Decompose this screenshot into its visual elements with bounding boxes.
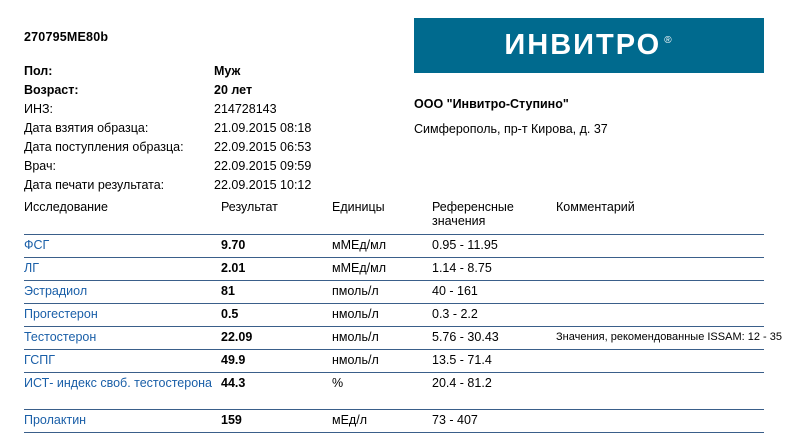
- column-header-reference: [432, 200, 552, 228]
- document-id: 270795ME80b: [24, 30, 109, 44]
- organization-name: ООО "Инвитро-Ступино": [414, 97, 569, 111]
- table-row: [24, 410, 764, 433]
- test-comment: Значения, рекомендованные ISSAM: 12 - 35: [556, 331, 782, 343]
- test-reference: 5.76 - 30.43: [432, 330, 499, 344]
- test-name: ИСТ- индекс своб. тестостерона: [24, 376, 213, 390]
- table-row: [24, 373, 764, 410]
- test-result: 9.70: [221, 238, 246, 252]
- test-name: Пролактин: [24, 413, 87, 427]
- info-row-gender: [24, 62, 404, 80]
- test-result: 81: [221, 284, 235, 298]
- column-header-result: Результат: [221, 200, 278, 214]
- info-row-sample-date: [24, 119, 404, 137]
- table-row: [24, 235, 764, 258]
- logo-label: ИНВИТРО: [504, 29, 662, 61]
- organization-address: Симферополь, пр-т Кирова, д. 37: [414, 122, 608, 136]
- test-units: мМЕд/мл: [332, 261, 386, 275]
- info-value: Муж: [214, 64, 241, 78]
- table-row: [24, 258, 764, 281]
- info-label: Дата печати результата:: [24, 178, 165, 192]
- test-result: 44.3: [221, 376, 246, 390]
- test-name: Прогестерон: [24, 307, 98, 321]
- test-name: ЛГ: [24, 261, 39, 275]
- test-reference: 40 - 161: [432, 284, 478, 298]
- test-reference: 73 - 407: [432, 413, 478, 427]
- test-units: мМЕд/мл: [332, 238, 386, 252]
- test-units: нмоль/л: [332, 330, 379, 344]
- table-row: [24, 304, 764, 327]
- test-units: %: [332, 376, 344, 390]
- test-name: Эстрадиол: [24, 284, 88, 298]
- info-row-age: [24, 81, 404, 99]
- info-row-received-date: [24, 138, 404, 156]
- test-result: 159: [221, 413, 242, 427]
- column-header-test: Исследование: [24, 200, 108, 214]
- info-value: 21.09.2015 08:18: [214, 121, 312, 135]
- column-header-reference-line1: Референсные: [432, 200, 514, 214]
- table-row: [24, 327, 782, 350]
- info-label: Пол:: [24, 64, 53, 78]
- test-units: мЕд/л: [332, 413, 367, 427]
- test-result: 49.9: [221, 353, 246, 367]
- test-name: ФСГ: [24, 238, 50, 252]
- test-result: 0.5: [221, 307, 239, 321]
- test-units: пмоль/л: [332, 284, 379, 298]
- test-name: ГСПГ: [24, 353, 55, 367]
- test-reference: 0.95 - 11.95: [432, 238, 498, 252]
- info-label: Врач:: [24, 159, 56, 173]
- test-reference: 20.4 - 81.2: [432, 376, 492, 390]
- test-result: 22.09: [221, 330, 253, 344]
- table-header-row: [24, 200, 764, 235]
- info-label: Дата взятия образца:: [24, 121, 149, 135]
- info-value: 20 лет: [214, 83, 253, 97]
- column-header-reference-line2: значения: [432, 214, 486, 228]
- info-row-print-date: [24, 176, 404, 194]
- table-row: [24, 350, 764, 373]
- info-value: 22.09.2015 10:12: [214, 178, 312, 192]
- test-units: нмоль/л: [332, 353, 379, 367]
- column-header-comment: Комментарий: [556, 200, 635, 214]
- info-label: Возраст:: [24, 83, 79, 97]
- info-row-inz: [24, 100, 404, 118]
- info-value: 214728143: [214, 102, 277, 116]
- registered-trademark-icon: ®: [664, 35, 674, 47]
- table-row: [24, 281, 764, 304]
- test-result: 2.01: [221, 261, 246, 275]
- info-value: 22.09.2015 06:53: [214, 140, 312, 154]
- info-value: 22.09.2015 09:59: [214, 159, 312, 173]
- info-label: ИНЗ:: [24, 102, 54, 116]
- test-units: нмоль/л: [332, 307, 379, 321]
- patient-info-block: [24, 62, 404, 195]
- test-reference: 0.3 - 2.2: [432, 307, 478, 321]
- test-name: Тестостерон: [24, 330, 97, 344]
- info-row-doctor: [24, 157, 404, 175]
- invitro-logo: [414, 18, 764, 73]
- test-reference: 1.14 - 8.75: [432, 261, 492, 275]
- info-label: Дата поступления образца:: [24, 140, 184, 154]
- test-reference: 13.5 - 71.4: [432, 353, 492, 367]
- logo-text-wrapper: [504, 29, 673, 62]
- column-header-units: Единицы: [332, 200, 385, 214]
- results-table: [24, 200, 782, 433]
